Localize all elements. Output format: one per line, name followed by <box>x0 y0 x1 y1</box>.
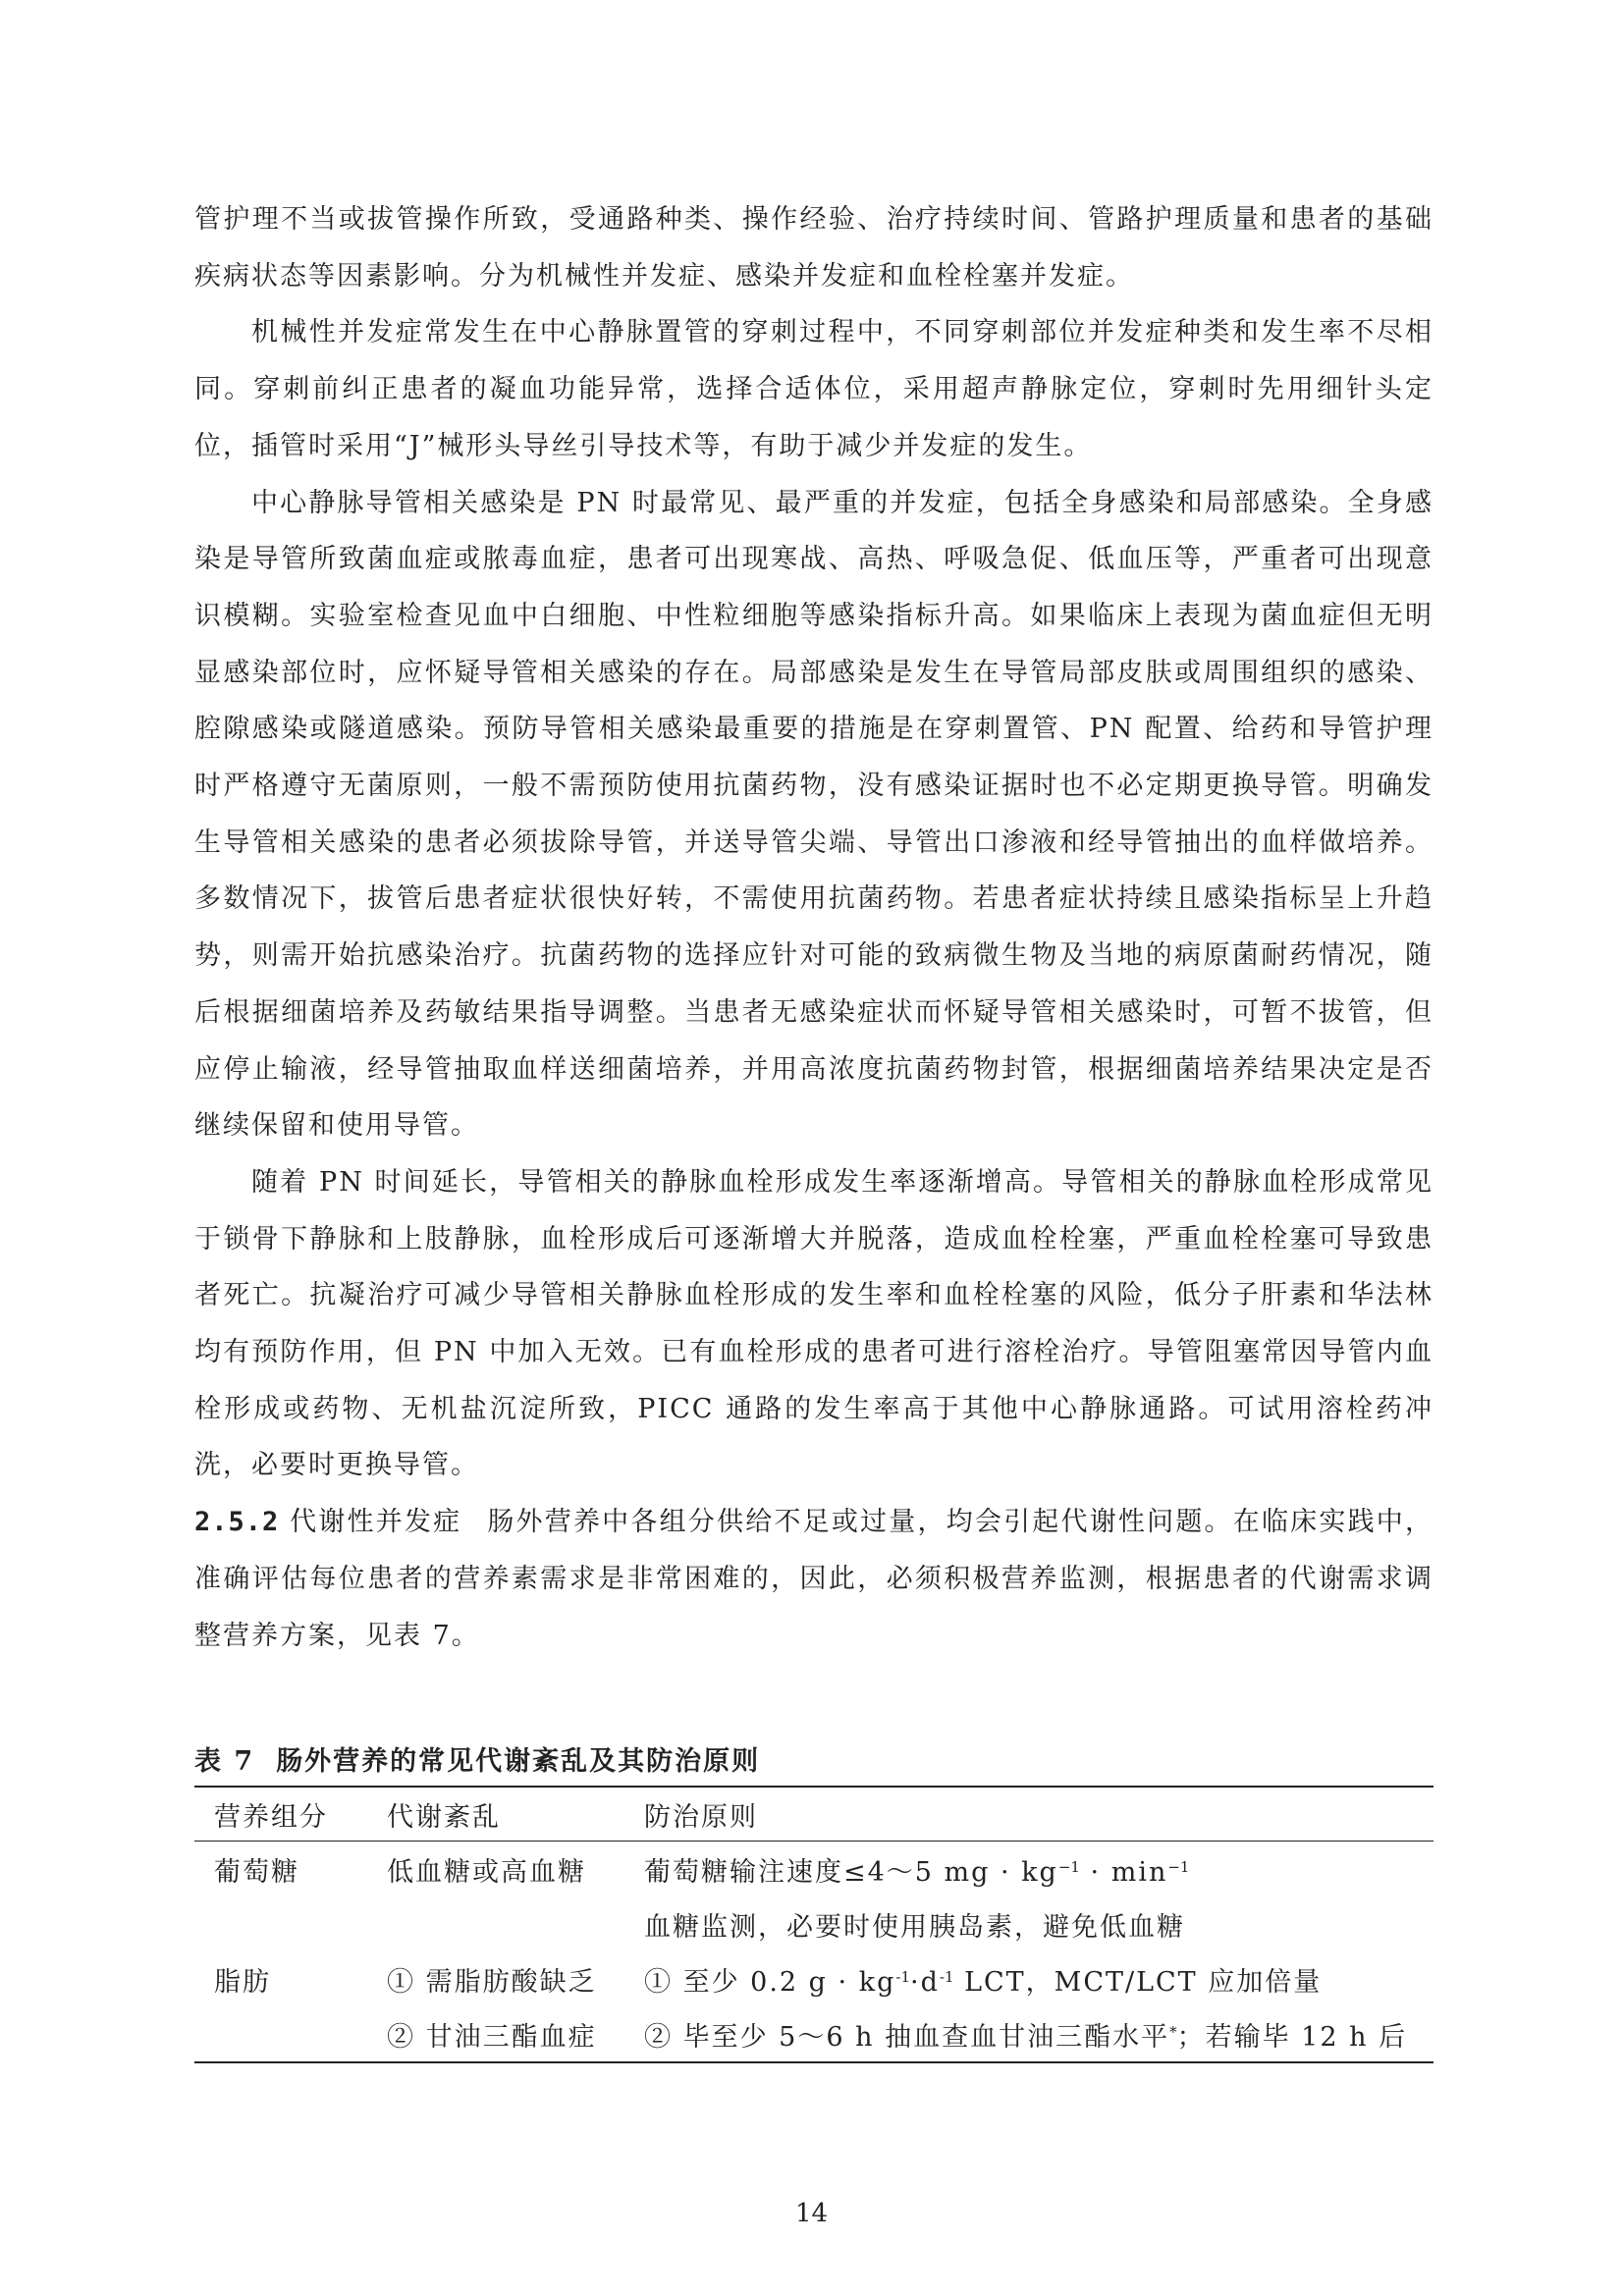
table-row <box>194 2006 1434 2062</box>
cell-principle <box>644 2006 1434 2062</box>
cell-principle: 血糖监测，必要时使用胰岛素，避免低血糖 <box>644 1911 1185 1943</box>
paragraph-catheter-infection: 中心静脉导管相关感染是 PN 时最常见、最严重的并发症，包括全身感染和局部感染。全身感染是导管所致菌血症或脓毒血症，患者可出现寒战、高热、呼吸急促、低血压等，严重者可出现意识模糊。实验室检查见血中白细胞、中性粒细胞等感染指标升高。如果临床上表现为菌血症但无明显感染部位时，应怀疑导管相关感染的存在。局部感染是发生在导管局部皮肤或周围组织的感染、腔隙感染或隧道感染。预防导管相关感染最重要的措施是在穿刺置管、PN 配置、给药和导管护理时严格遵守无菌原则，一般不需预防使用抗菌药物，没有感染证据时也不必定期更换导管。明确发生导管相关感染的患者必须拔除导管，并送导管尖端、导管出口渗液和经导管抽出的血样做培养。多数情况下，拔管后患者症状很快好转，不需使用抗菌药物。若患者症状持续且感染指标呈上升趋势，则需开始抗感染治疗。抗菌药物的选择应针对可能的致病微生物及当地的病原菌耐药情况，随后根据细菌培养及药敏结果指导调整。当患者无感染症状而怀疑导管相关感染时，可暂不拔管，但应停止输液，经导管抽取血样送细菌培养，并用高浓度抗菌药物封管，根据细菌培养结果决定是否继续保留和使用导管。 <box>194 487 1434 1142</box>
header-disorder: 代谢紊乱 <box>387 1787 644 1842</box>
paragraph-intro: 管护理不当或拔管操作所致，受通路种类、操作经验、治疗持续时间、管路护理质量和患者的基础疾病状态等因素影响。分为机械性并发症、感染并发症和血栓栓塞并发症。 <box>194 204 1434 292</box>
superscript: -1 <box>895 1967 910 1986</box>
table-header-row <box>194 1787 1434 1842</box>
cell-principle <box>644 1842 1434 1897</box>
cell-disorder <box>387 1896 644 1951</box>
superscript: −1 <box>1057 1857 1080 1876</box>
cell-component: 葡萄糖 <box>214 1856 299 1888</box>
table-row <box>194 1842 1434 1897</box>
principle-text: ；若输毕 12 h 后 <box>1176 2021 1408 2053</box>
principle-text: · min <box>1079 1856 1168 1888</box>
table-caption <box>194 1744 1434 1786</box>
table-caption-label: 表 7 <box>194 1746 255 1778</box>
section-2-5-2 <box>194 1494 1434 1664</box>
page-number: 14 <box>794 2199 829 2228</box>
metabolic-disorders-table <box>194 1786 1434 2063</box>
cell-component: 脂肪 <box>214 1966 271 1998</box>
superscript: * <box>1169 2022 1177 2041</box>
main-content <box>194 191 1434 2063</box>
cell-disorder: ② 甘油三酯血症 <box>387 2006 644 2062</box>
header-component: 营养组分 <box>194 1787 387 1842</box>
table-row <box>194 1896 1434 1951</box>
superscript: −1 <box>1167 1857 1190 1876</box>
principle-text: LCT，MCT/LCT 应加倍量 <box>953 1966 1323 1998</box>
section-title: 代谢性并发症 <box>290 1507 462 1538</box>
principle-text: 葡萄糖输注速度≤4～5 mg · kg <box>644 1856 1058 1888</box>
principle-text: ① 至少 0.2 g · kg <box>644 1966 896 1998</box>
header-principle: 防治原则 <box>644 1787 1434 1842</box>
section-text: 肠外营养中各组分供给不足或过量，均会引起代谢性问题。在临床实践中，准确评估每位患者的营养素需求是非常困难的，因此，必须积极营养监测，根据患者的代谢需求调整营养方案，见表 7。 <box>194 1507 1434 1651</box>
section-number: 2.5.2 <box>194 1507 280 1538</box>
superscript: -1 <box>939 1967 954 1986</box>
cell-disorder: 低血糖或高血糖 <box>387 1856 586 1888</box>
table-caption-title: 肠外营养的常见代谢紊乱及其防治原则 <box>276 1746 761 1778</box>
table-row <box>194 1951 1434 2006</box>
paragraph-mechanical-complications: 机械性并发症常发生在中心静脉置管的穿刺过程中，不同穿刺部位并发症种类和发生率不尽相同。穿刺前纠正患者的凝血功能异常，选择合适体位，采用超声静脉定位，穿刺时先用细针头定位，插管时采用“J”械形头导丝引导技术等，有助于减少并发症的发生。 <box>194 317 1434 461</box>
principle-text: ② 毕至少 5～6 h 抽血查血甘油三酯水平 <box>644 2021 1170 2053</box>
cell-component <box>194 1896 387 1951</box>
principle-text: ·d <box>910 1966 940 1998</box>
paragraph-thrombosis: 随着 PN 时间延长，导管相关的静脉血栓形成发生率逐渐增高。导管相关的静脉血栓形成常见于锁骨下静脉和上肢静脉，血栓形成后可逐渐增大并脱落，造成血栓栓塞，严重血栓栓塞可导致患者死亡。抗凝治疗可减少导管相关静脉血栓形成的发生率和血栓栓塞的风险，低分子肝素和华法林均有预防作用，但 PN 中加入无效。已有血栓形成的患者可进行溶栓治疗。导管阻塞常因导管内血栓形成或药物、无机盐沉淀所致，PICC 通路的发生率高于其他中心静脉通路。可试用溶栓药冲洗，必要时更换导管。 <box>194 1166 1434 1481</box>
cell-principle <box>644 1951 1434 2006</box>
cell-component <box>194 2006 387 2062</box>
cell-disorder: ① 需脂肪酸缺乏 <box>387 1966 597 1998</box>
